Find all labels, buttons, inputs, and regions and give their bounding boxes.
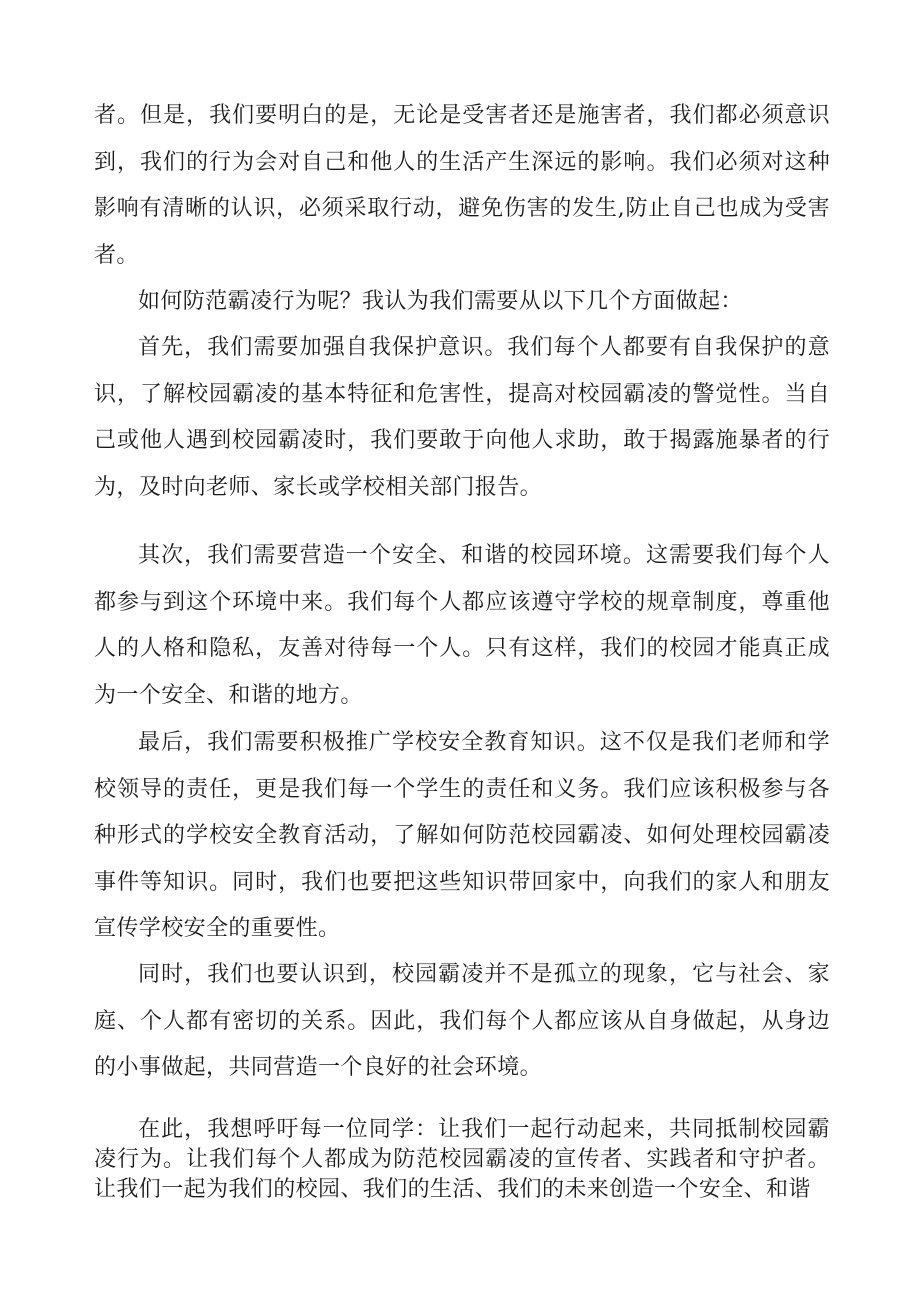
paragraph-continuation: 者。但是，我们要明白的是，无论是受害者还是施害者，我们都必须意识到，我们的行为会对自己和他人的生活产生深远的影响。我们必须对这种影响有清晰的认识，必须采取行动，避免伤害的发生,防止自己也成为受害者。 [94,103,830,268]
paragraph-appeal: 在此，我想呼吁每一位同学：让我们一起行动起来，共同抵制校园霸凌行为。让我们每个人都成为防范校园霸凌的宣传者、实践者和守护者。让我们一起为我们的校园、我们的生活、我们的未来创造一个安全、和谐 [94,1117,830,1202]
paragraph-question: 如何防范霸凌行为呢？我认为我们需要从以下几个方面做起： [138,289,743,314]
paragraph-second: 其次，我们需要营造一个安全、和谐的校园环境。这需要我们每个人都参与到这个环境中来。我们每个人都应该遵守学校的规章制度，尊重他人的人格和隐私，友善对待每一个人。只有这样，我们的校园才能真正成为一个安全、和谐的地方。 [94,543,830,708]
paragraph-first: 首先，我们需要加强自我保护意识。我们每个人都要有自我保护的意识，了解校园霸凌的基本特征和危害性，提高对校园霸凌的警觉性。当自己或他人遇到校园霸凌时，我们要敢于向他人求助，敢于揭露施暴者的行为，及时向老师、家长或学校相关部门报告。 [94,335,830,500]
paragraph-society: 同时，我们也要认识到，校园霸凌并不是孤立的现象，它与社会、家庭、个人都有密切的关系。因此，我们每个人都应该从自身做起，从身边的小事做起，共同营造一个良好的社会环境。 [94,962,830,1080]
paragraph-last: 最后，我们需要积极推广学校安全教育知识。这不仅是我们老师和学校领导的责任，更是我们每一个学生的责任和义务。我们应该积极参与各种形式的学校安全教育活动，了解如何防范校园霸凌、如何处理校园霸凌事件等知识。同时，我们也要把这些知识带回家中，向我们的家人和朋友宣传学校安全的重要性。 [94,730,830,941]
